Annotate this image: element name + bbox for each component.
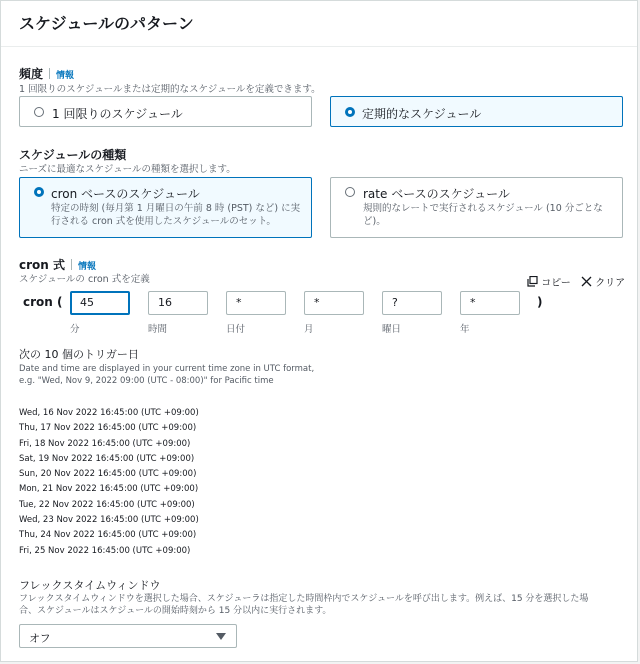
close-icon [581, 276, 592, 287]
cron-label: cron 式 [19, 258, 65, 272]
cron-day-input[interactable]: * [226, 291, 286, 315]
list-item: Fri, 18 Nov 2022 16:45:00 (UTC +09:00) [19, 438, 191, 449]
cron-description: スケジュールの cron 式を定義 [19, 274, 150, 285]
radio-rate-based[interactable] [330, 177, 623, 238]
list-item: Thu, 17 Nov 2022 16:45:00 (UTC +09:00) [19, 423, 197, 434]
copy-label: コピー [541, 278, 571, 289]
list-item: Wed, 16 Nov 2022 16:45:00 (UTC +09:00) [19, 408, 199, 418]
radio-recurring[interactable] [330, 96, 623, 127]
radio-icon [34, 107, 44, 117]
separator [49, 68, 50, 79]
cron-weekday-input[interactable]: ? [382, 291, 442, 315]
frequency-info-link[interactable]: 情報 [56, 71, 75, 81]
cron-weekday-label: 曜日 [382, 324, 402, 335]
cron-based-title: cron ベースのスケジュール [51, 187, 200, 201]
clear-label: クリア [595, 278, 626, 289]
separator [71, 259, 72, 270]
copy-button[interactable] [527, 274, 571, 289]
trigger-dates-list [19, 406, 199, 559]
rate-based-title: rate ベースのスケジュール [363, 187, 510, 201]
flex-window-select[interactable] [19, 624, 237, 648]
schedule-type-description: ニーズに最適なスケジュールの種類を選択します。 [19, 164, 236, 175]
list-item: Wed, 23 Nov 2022 16:45:00 (UTC +09:00) [19, 515, 199, 526]
list-item: Sat, 19 Nov 2022 16:45:00 (UTC +09:00) [19, 453, 195, 464]
list-item: Thu, 24 Nov 2022 16:45:00 (UTC +09:00) [19, 530, 197, 541]
cron-year-input[interactable]: * [460, 291, 520, 315]
radio-selected-icon [34, 187, 44, 197]
rate-based-description: 規則的なレートで実行されるスケジュール (10 分ごとなど)。 [363, 203, 603, 227]
flex-description-line: 合、スケジュールはスケジュールの開始時刻から 15 分以内に実行されます。 [19, 606, 332, 616]
radio-one-time[interactable] [19, 96, 312, 127]
copy-icon [527, 276, 538, 287]
cron-year-label: 年 [460, 324, 470, 335]
schedule-type-label: スケジュールの種類 [19, 148, 127, 162]
radio-selected-icon [345, 107, 355, 117]
triggers-label: 次の 10 個のトリガー日 [19, 348, 139, 361]
list-item: Tue, 22 Nov 2022 16:45:00 (UTC +09:00) [19, 499, 195, 510]
cron-hours-input[interactable]: 16 [148, 291, 208, 315]
triggers-description: Date and time are displayed in your current time zone in UTC format, e.g. "Wed, Nov 9, 2022 09:00 (UTC - 08:00)" for Pacific time [19, 364, 315, 386]
cron-close-paren: ) [537, 295, 543, 309]
flex-description-line: フレックスタイムウィンドウを選択した場合、スケジューラは指定した時間枠内でスケジュールを呼び出します。例えば、15 分を選択した場 [19, 594, 589, 604]
cron-month-input[interactable]: * [304, 291, 364, 315]
list-item: Fri, 25 Nov 2022 16:45:00 (UTC +09:00) [19, 545, 191, 556]
cron-hours-label: 時間 [148, 324, 168, 335]
caret-down-icon [216, 633, 226, 640]
flex-window-value: オフ [29, 632, 51, 645]
clear-button[interactable] [581, 274, 625, 289]
cron-minutes-input[interactable]: 45 [70, 291, 130, 315]
cron-based-description: 特定の時刻 (毎月第 1 月曜日の午前 8 時 (PST) など) に実行される cron 式を使用したスケジュールのセット。 [51, 203, 301, 227]
radio-one-time-label: 1 回限りのスケジュール [52, 107, 183, 121]
cron-day-label: 日付 [226, 324, 246, 335]
radio-cron-based[interactable] [19, 177, 312, 238]
frequency-description: 1 回限りのスケジュールまたは定期的なスケジュールを定義できます。 [19, 84, 321, 95]
list-item: Sun, 20 Nov 2022 16:45:00 (UTC +09:00) [19, 469, 197, 480]
page-title: スケジュールのパターン [19, 14, 194, 33]
panel-header [1, 1, 637, 47]
flex-window-description [19, 593, 588, 617]
radio-icon [345, 187, 355, 197]
list-item: Mon, 21 Nov 2022 16:45:00 (UTC +09:00) [19, 484, 199, 495]
radio-recurring-label: 定期的なスケジュール [362, 107, 482, 121]
cron-info-link[interactable]: 情報 [78, 262, 97, 272]
cron-open-paren: cron ( [23, 295, 63, 309]
cron-minutes-label: 分 [70, 324, 80, 335]
cron-month-label: 月 [304, 324, 314, 335]
flex-window-label: フレックスタイムウィンドウ [19, 579, 161, 592]
frequency-label-row [19, 65, 74, 82]
frequency-label: 頻度 [19, 67, 44, 81]
